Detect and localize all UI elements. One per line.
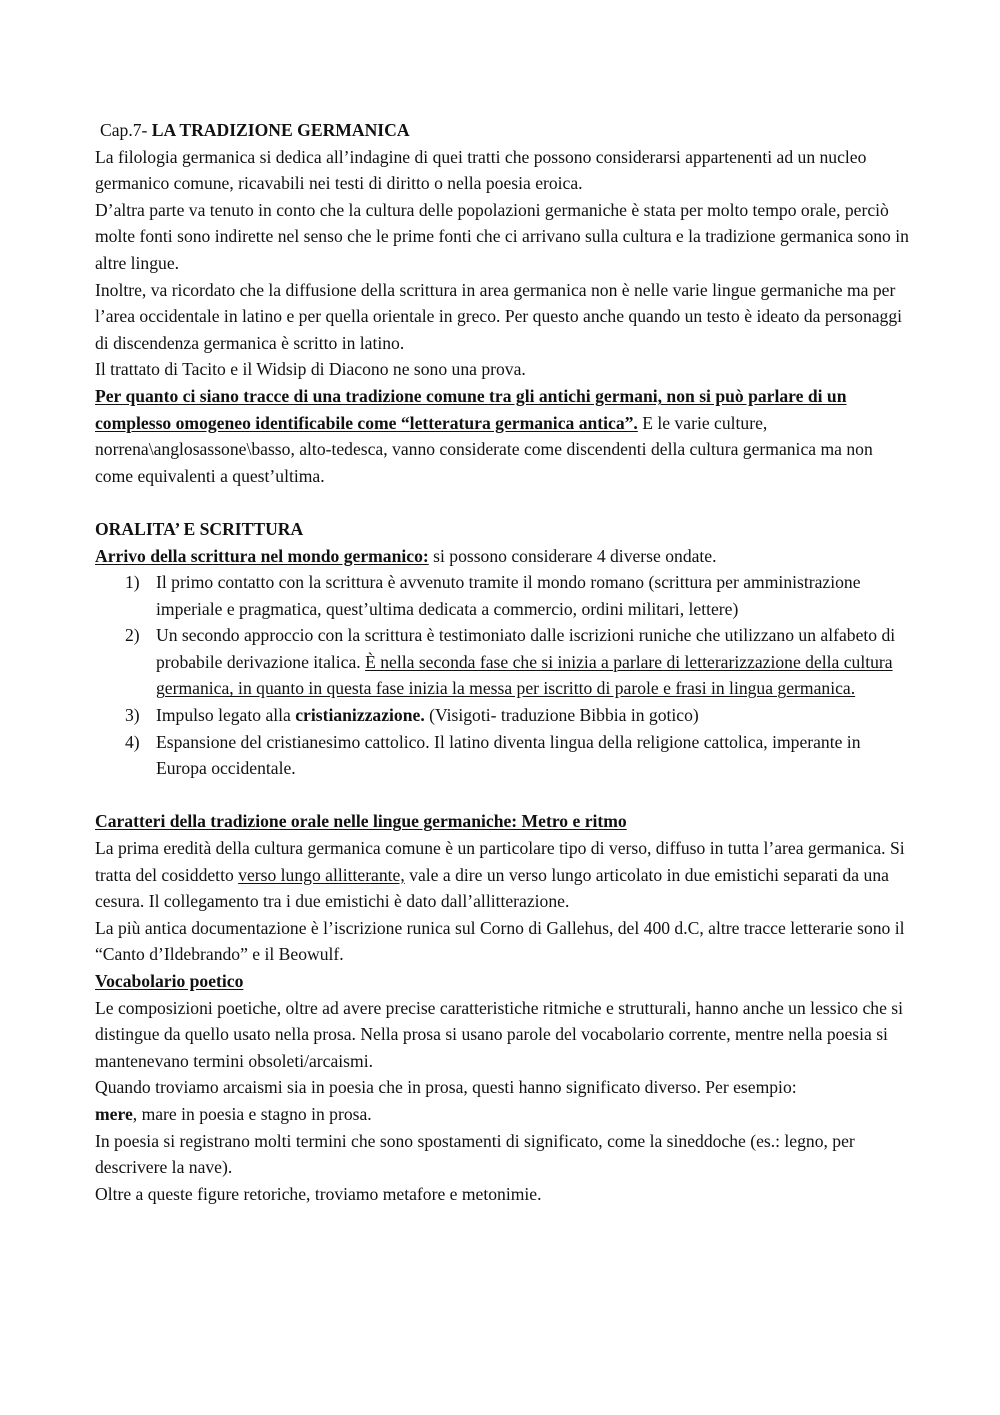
intro-paragraph-5 (95, 383, 910, 489)
intro-paragraph-4: Il trattato di Tacito e il Widsip di Diacono ne sono una prova. (95, 359, 526, 380)
list-item-text: Il primo contatto con la scrittura è avvenuto tramite il mondo romano (scrittura per amministrazione imperiale e pragmatica, quest’ultima dedicata a commercio, ordini militari, lettere) (156, 572, 861, 619)
chapter-title (95, 117, 910, 144)
list-item-text: Espansione del cristianesimo cattolico. Il latino diventa lingua della religione cattolica, imperante in Europa occidentale. (156, 731, 861, 779)
intro-paragraph-2: D’altra parte va tenuto in conto che la cultura delle popolazioni germaniche è stata per molto tempo orale, perciò molte fonti sono indirette nel senso che le prime fonti che ci arrivano sulla cultura e la tradizione germanica sono in altre lingue. (95, 199, 909, 273)
list-item-text-rest: (Visigoti- traduzione Bibbia in gotico) (424, 705, 699, 726)
list-item-underlined: È nella seconda fase che si inizia a parlare di letterarizzazione della cultura germanica, in quanto in questa fase inizia la messa per iscritto di parole e frasi in lingua germanica. (156, 651, 893, 699)
list-item (95, 729, 910, 782)
document-body (95, 117, 910, 1207)
list-item (95, 702, 910, 729)
section-heading-vocabulary: Vocabolario poetico (95, 971, 244, 991)
oral-tradition-text-rest: vale a dire un verso lungo articolato in due emistichi separati da una cesura. Il collegamento tra i due emistichi è dato dall’allitterazione. (95, 864, 889, 912)
list-item (95, 622, 910, 702)
list-item-text: Un secondo approccio con la scrittura è testimoniato dalle iscrizioni runiche che utilizzano un alfabeto di probabile derivazione italica. (156, 625, 896, 672)
orality-lead (95, 543, 910, 570)
verse-term: verso lungo allitterante, (238, 864, 405, 885)
list-number: 3) (125, 705, 140, 726)
vocabulary-paragraph-2: Quando troviamo arcaismi sia in poesia che in prosa, questi hanno significato diverso. Per esempio: (95, 1077, 797, 1098)
section-gap (95, 489, 910, 516)
list-number: 1) (125, 572, 140, 593)
list-item-text: Impulso legato alla (156, 705, 296, 726)
orality-lead-rest: si possono considerare 4 diverse ondate. (428, 545, 717, 566)
list-number: 2) (125, 625, 140, 646)
vocabulary-paragraph-4: In poesia si registrano molti termini che sono spostamenti di significato, come la sineddoche (es.: legno, per descrivere la nave). (95, 1130, 855, 1178)
writing-waves-list (95, 569, 910, 782)
list-item (95, 569, 910, 622)
chapter-heading: LA TRADIZIONE GERMANICA (151, 120, 410, 140)
chapter-number: Cap.7- (100, 120, 152, 140)
list-item-bold: cristianizzazione. (295, 705, 425, 726)
intro-paragraph-5-rest: E le varie culture, norrena\anglosassone\basso, alto-tedesca, vanno considerate come discendenti della cultura germanica ma non come equivalenti a quest’ultima. (95, 412, 873, 486)
vocabulary-paragraph-5: Oltre a queste figure retoriche, troviamo metafore e metonimie. (95, 1183, 542, 1204)
intro-emphasis: Per quanto ci siano tracce di una tradizione comune tra gli antichi germani, non si può parlare di un complesso omogeneo identificabile come “letteratura germanica antica”. (95, 385, 847, 433)
vocabulary-paragraph-3 (95, 1101, 910, 1128)
oral-tradition-paragraph-1 (95, 835, 910, 915)
vocabulary-paragraph-1: Le composizioni poetiche, oltre ad avere precise caratteristiche ritmiche e strutturali, hanno anche un lessico che si distingue da quello usato nella prosa. Nella prosa si usano parole del vocabolario corrente, mentre nella poesia si mantenevano termini obsoleti/arcaismi. (95, 997, 904, 1071)
vocabulary-paragraph-3-rest: , mare in poesia e stagno in prosa. (132, 1103, 372, 1124)
oral-tradition-paragraph-2: La più antica documentazione è l’iscrizione runica sul Corno di Gallehus, del 400 d.C, altre tracce letterarie sono il “Canto d’Ildebrando” e il Beowulf. (95, 917, 905, 965)
intro-paragraph-3: Inoltre, va ricordato che la diffusione della scrittura in area germanica non è nelle varie lingue germaniche ma per l’area occidentale in latino e per quella orientale in greco. Per questo anche quando un testo è ideato da personaggi di discendenza germanica è scritto in latino. (95, 279, 903, 353)
oral-tradition-text: La prima eredità della cultura germanica comune è un particolare tipo di verso, diffuso in tutta l’area germanica. Si tratta del cosiddetto (95, 838, 905, 885)
intro-paragraph-1: La filologia germanica si dedica all’indagine di quei tratti che possono considerarsi appartenenti ad un nucleo germanico comune, ricavabili nei testi di diritto o nella poesia eroica. (95, 146, 867, 194)
vocabulary-term: mere (95, 1103, 133, 1124)
orality-lead-label: Arrivo della scrittura nel mondo germanico: (95, 545, 429, 566)
list-number: 4) (125, 731, 140, 752)
section-gap (95, 782, 910, 809)
section-heading-oral-tradition: Caratteri della tradizione orale nelle lingue germaniche: Metro e ritmo (95, 811, 627, 832)
section-heading-orality: ORALITA’ E SCRITTURA (95, 518, 304, 539)
